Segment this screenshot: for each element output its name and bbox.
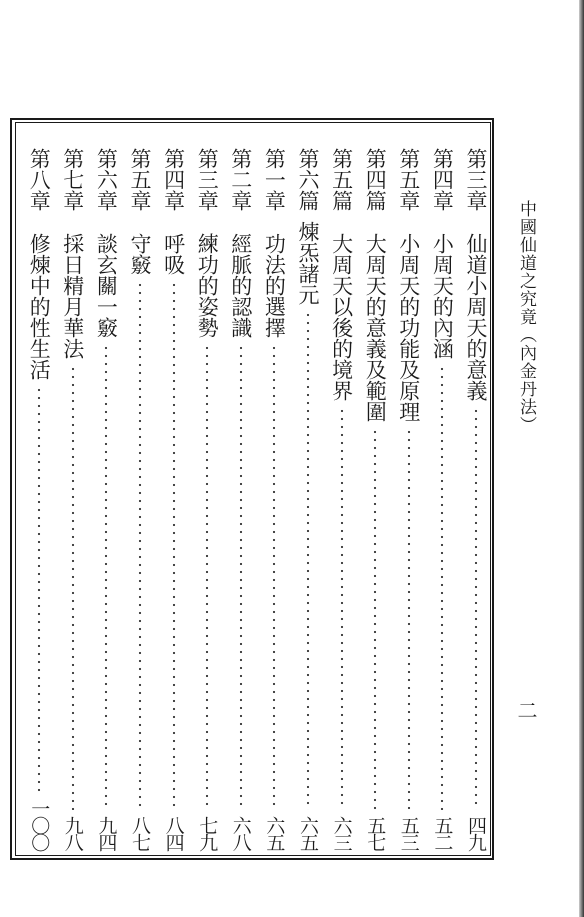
toc-entry-spacer	[359, 211, 391, 233]
toc-entry[interactable]	[191, 148, 223, 850]
toc-entry[interactable]	[23, 148, 55, 850]
toc-entry-title: 煉炁諸元	[296, 221, 320, 305]
toc-entry-title: 談玄關一竅	[94, 233, 119, 338]
toc-entry-page-number: 五三	[397, 816, 420, 850]
toc-leader-dots	[205, 344, 209, 810]
toc-entry-title: 練功的姿勢	[195, 233, 220, 338]
toc-entry-page-number: 五七	[364, 816, 387, 850]
toc-entry-page-number: 四九	[465, 816, 487, 850]
toc-leader-dots	[104, 344, 108, 810]
toc-entry-spacer	[292, 211, 324, 221]
toc-entry-label: 第六篇	[296, 148, 320, 211]
toc-entry[interactable]	[57, 148, 89, 850]
toc-leader-dots	[373, 428, 377, 810]
toc-entry[interactable]	[124, 148, 156, 850]
toc-entry-title: 大周天的意義及範圍	[363, 233, 388, 422]
toc-leader-dots	[172, 281, 176, 810]
toc-entry-page-number: 五二	[431, 816, 454, 850]
toc-leader-dots	[407, 428, 411, 810]
toc-entry-title: 採日精月華法	[60, 233, 85, 359]
toc-leader-dots	[272, 344, 276, 810]
toc-entry-title: 經脈的認識	[228, 233, 253, 338]
toc-entry[interactable]	[258, 148, 290, 850]
toc-entry[interactable]	[90, 148, 122, 850]
toc-entry[interactable]	[225, 148, 257, 850]
toc-leader-dots	[474, 407, 478, 810]
toc-entry-spacer	[258, 211, 290, 233]
toc-leader-dots	[340, 407, 344, 810]
toc-entry-spacer	[393, 211, 425, 233]
toc-entry-label: 第四篇	[363, 148, 388, 211]
toc-entry-label: 第六章	[94, 148, 119, 211]
toc-entry-label: 第四章	[430, 148, 455, 211]
toc-entry-title: 仙道小周天的意義	[464, 233, 488, 401]
toc-entry-label: 第三章	[464, 148, 488, 211]
toc-entry-spacer	[225, 211, 257, 233]
toc-entry-spacer	[191, 211, 223, 233]
toc-leader-dots	[239, 344, 243, 810]
toc-leader-dots	[138, 281, 142, 810]
toc-entry-title: 守竅	[128, 233, 152, 275]
toc-entry-spacer	[23, 211, 55, 233]
toc-entry-label: 第七章	[60, 148, 85, 211]
toc-entry-label: 第一章	[262, 148, 287, 211]
toc-entry-label: 第五章	[396, 148, 421, 211]
toc-entry-spacer	[158, 211, 190, 233]
page-number: 二	[514, 700, 538, 720]
toc-entry-label: 第八章	[27, 148, 52, 211]
toc-entry-label: 第二章	[228, 148, 253, 211]
toc-entry[interactable]	[460, 148, 492, 850]
running-header-title: 中國仙道之究竟（內金丹法）	[516, 200, 536, 434]
toc-entry-spacer	[326, 211, 358, 233]
toc-entry-page-number: 九八	[61, 816, 84, 850]
toc-entry-label: 第五篇	[329, 148, 354, 211]
toc-entry-title: 小周天的功能及原理	[396, 233, 421, 422]
page-edge-shadow	[579, 0, 584, 917]
toc-entry-page-number: 八七	[129, 816, 151, 850]
toc-entry[interactable]	[393, 148, 425, 850]
toc-entry-title: 大周天以後的境界	[329, 233, 354, 401]
toc-entry-spacer	[124, 211, 156, 233]
toc-entry-label: 第五章	[128, 148, 152, 211]
toc-leader-dots	[37, 386, 41, 793]
toc-entry-title: 呼吸	[161, 233, 186, 275]
toc-entry[interactable]	[292, 148, 324, 850]
toc-entry[interactable]	[158, 148, 190, 850]
toc-entry-page-number: 七九	[196, 816, 219, 850]
toc-entry-spacer	[460, 211, 492, 233]
toc-entry[interactable]	[326, 148, 358, 850]
toc-entry-spacer	[426, 211, 458, 233]
toc-entry[interactable]	[359, 148, 391, 850]
toc-entry-label: 第三章	[195, 148, 220, 211]
toc-entry-page-number: 六五	[297, 816, 319, 850]
toc-entry-page-number: 一〇〇	[28, 799, 51, 850]
toc-entry-label: 第四章	[161, 148, 186, 211]
toc-entry-title: 功法的選擇	[262, 233, 287, 338]
toc-entry-page-number: 六五	[263, 816, 286, 850]
toc-entry-title: 修煉中的性生活	[27, 233, 52, 380]
toc-entry-page-number: 六八	[229, 816, 252, 850]
toc-leader-dots	[440, 365, 444, 810]
toc-leader-dots	[71, 365, 75, 810]
toc-entry-page-number: 九四	[95, 816, 118, 850]
toc-entry[interactable]	[426, 148, 458, 850]
toc-leader-dots	[306, 311, 310, 810]
toc-entry-title: 小周天的內涵	[430, 233, 455, 359]
toc-entry-page-number: 六三	[330, 816, 353, 850]
toc-entry-spacer	[57, 211, 89, 233]
toc-entry-page-number: 八四	[162, 816, 185, 850]
toc-entry-spacer	[90, 211, 122, 233]
